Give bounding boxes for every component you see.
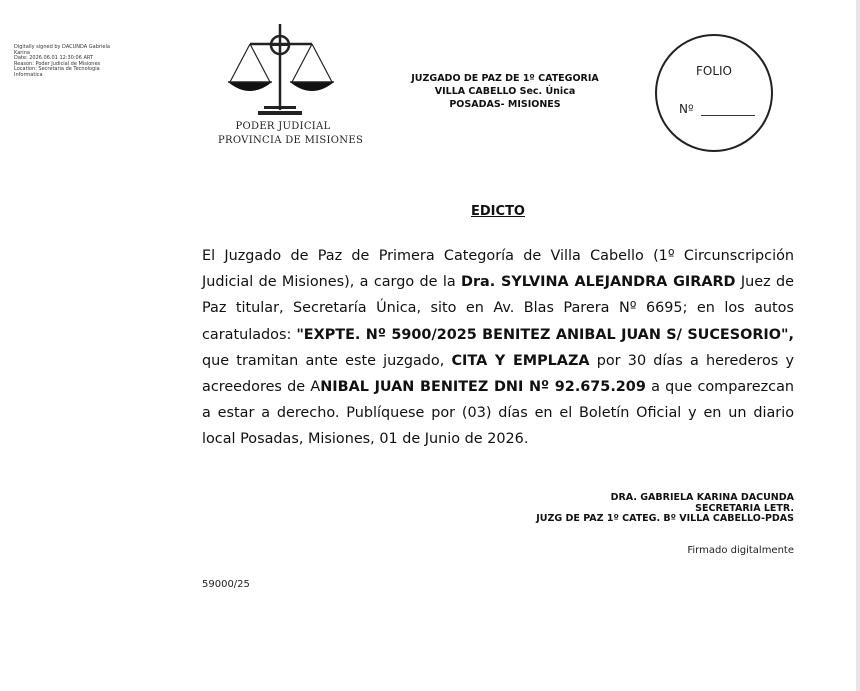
judicial-emblem bbox=[218, 22, 364, 152]
emblem-line-1: PODER JUDICIAL bbox=[235, 121, 331, 132]
body-segment: Juez de Paz titular, Secretaría Única, sito en Av. Blas Parera Nº 6695; en los autos caratulados: bbox=[202, 274, 794, 343]
signature-line: Reason: Poder Judicial de Misiones bbox=[14, 60, 101, 67]
folio-number-label: Nº bbox=[679, 102, 694, 116]
body-segment-bold: "EXPTE. Nº 5900/2025 BENITEZ ANIBAL JUAN S/ SUCESORIO", bbox=[296, 326, 794, 343]
body-segment: El Juzgado de Paz de Primera Categoría de Villa Cabello (1º Circunscripción Judicial de Misiones), a cargo de la bbox=[202, 248, 794, 291]
file-reference: 59000/25 bbox=[202, 579, 250, 590]
signature-line: Location: Secretaria de Tecnologia bbox=[14, 66, 100, 73]
edict-body bbox=[202, 243, 794, 453]
folio-stamp bbox=[655, 34, 773, 152]
digital-signature-note: Firmado digitalmente bbox=[687, 545, 794, 556]
signature-line: Karina bbox=[14, 49, 30, 56]
court-header-line: POSADAS- MISIONES bbox=[449, 99, 561, 110]
signature-line: Date: 2026.06.01 12:30:06 ART bbox=[14, 55, 94, 62]
signature-line: Digitally signed by DACUNDA Gabriela bbox=[14, 44, 110, 50]
signature-line: Informatica bbox=[14, 71, 43, 78]
signatory-court: JUZG DE PAZ 1º CATEG. Bº VILLA CABELLO-PDAS bbox=[536, 513, 794, 524]
page-edge bbox=[856, 0, 860, 691]
digital-signature-stamp bbox=[14, 45, 124, 79]
court-header-line: JUZGADO DE PAZ DE 1º CATEGORIA bbox=[411, 73, 599, 84]
signatory-role: SECRETARIA LETR. bbox=[695, 502, 794, 514]
document-title: EDICTO bbox=[471, 204, 525, 219]
signatory-block bbox=[536, 493, 794, 525]
body-segment-bold: CITA Y EMPLAZA bbox=[451, 352, 590, 369]
emblem-line-2: PROVINCIA DE MISIONES bbox=[218, 135, 364, 146]
scales-of-justice-icon bbox=[218, 22, 348, 122]
court-header bbox=[390, 72, 620, 111]
body-segment: por 30 días a herederos y acreedores de A bbox=[202, 352, 794, 396]
signatory-name: DRA. GABRIELA KARINA DACUNDA bbox=[610, 492, 794, 503]
folio-label: FOLIO bbox=[695, 64, 733, 78]
folio-number-line bbox=[701, 115, 755, 116]
court-header-line: VILLA CABELLO Sec. Única bbox=[434, 86, 576, 97]
body-segment-bold: NIBAL JUAN BENITEZ DNI Nº 92.675.209 bbox=[320, 379, 646, 396]
body-segment: que tramitan ante este juzgado, bbox=[202, 352, 452, 369]
body-segment-bold: Dra. SYLVINA ALEJANDRA GIRARD bbox=[461, 274, 736, 291]
body-segment: a que comparezcan a estar a derecho. Publíquese por (03) días en el Boletín Oficial y en un diario local Posadas, Misiones, 01 de Junio de 2026. bbox=[202, 379, 795, 448]
